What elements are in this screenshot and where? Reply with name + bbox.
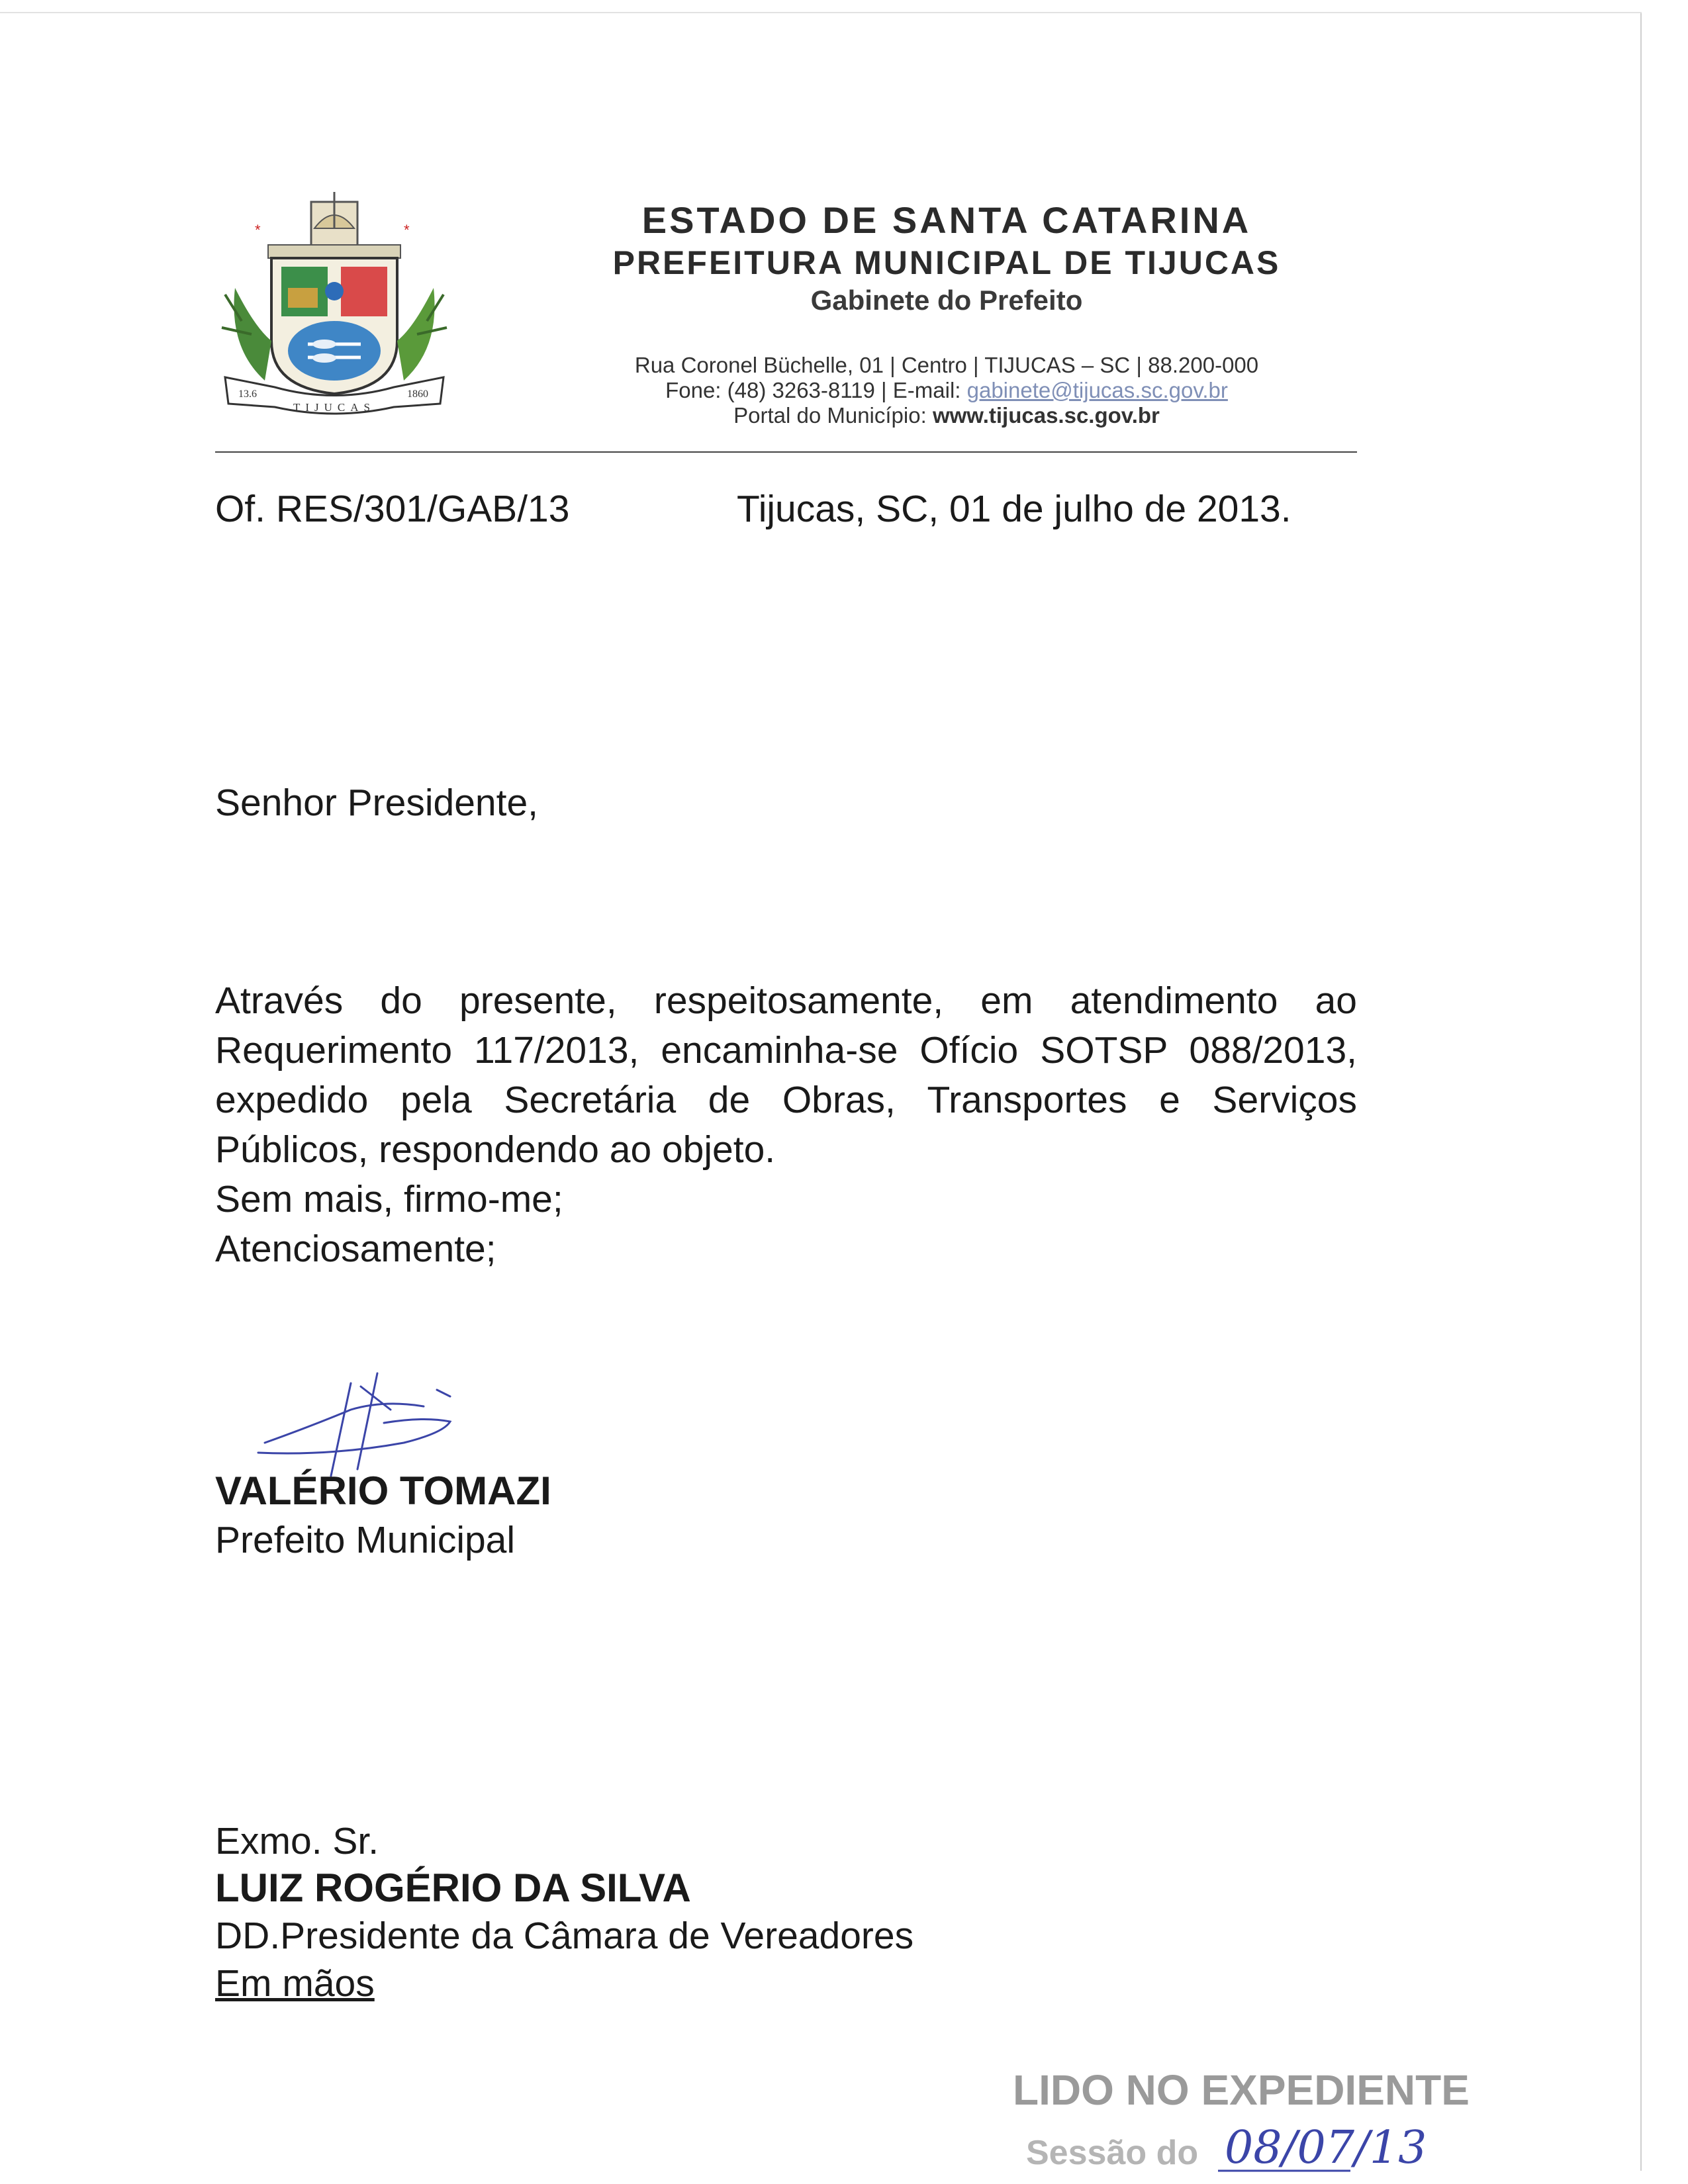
received-stamp [1006, 2065, 1483, 2184]
svg-text:TIJUCAS: TIJUCAS [293, 401, 376, 414]
letter-closing-2: Atenciosamente; [215, 1228, 496, 1270]
scan-border-right [1640, 13, 1642, 2171]
letter-date: Tijucas, SC, 01 de julho de 2013. [737, 488, 1291, 530]
header-office: Gabinete do Prefeito [810, 285, 1083, 316]
header-email-link[interactable]: gabinete@tijucas.sc.gov.br [966, 378, 1228, 402]
signatory-title: Prefeito Municipal [215, 1519, 516, 1561]
recipient-delivery: Em mãos [215, 1962, 375, 2005]
letter-salutation: Senhor Presidente, [215, 782, 538, 824]
header-phone: Fone: (48) 3263-8119 | E-mail: [665, 378, 967, 402]
header-portal-url[interactable]: www.tijucas.sc.gov.br [932, 403, 1160, 428]
recipient-role: DD.Presidente da Câmara de Vereadores [215, 1915, 914, 1957]
header-contact [457, 378, 1436, 403]
svg-text:08/07/13: 08/07/13 [1225, 2122, 1427, 2174]
recipient-name: LUIZ ROGÉRIO DA SILVA [215, 1866, 691, 1910]
header-state: ESTADO DE SANTA CATARINA [641, 199, 1252, 241]
letter-body: Através do presente, respeitosamente, em atendimento ao Requerimento 117/2013, encaminha-se Ofício SOTSP 088/2013, expedido pela Secretária de Obras, Transportes e Serviços Públicos, respondendo ao objeto. [215, 979, 1357, 1171]
recipient-honorific: Exmo. Sr. [215, 1820, 379, 1862]
municipal-crest-logo [215, 189, 453, 420]
letter-closing-1: Sem mais, firmo-me; [215, 1178, 563, 1220]
svg-text:13.6: 13.6 [238, 388, 257, 400]
svg-text:Sessão do: Sessão do [1026, 2134, 1199, 2172]
scan-border-top [0, 12, 1642, 13]
header-address: Rua Coronel Büchelle, 01 | Centro | TIJUCAS – SC | 88.200-000 [634, 353, 1259, 377]
header-portal-label: Portal do Município: [733, 403, 933, 428]
svg-text:LIDO NO EXPEDIENTE: LIDO NO EXPEDIENTE [1013, 2066, 1470, 2114]
svg-text:*: * [404, 222, 410, 238]
signatory-name: VALÉRIO TOMAZI [215, 1469, 551, 1513]
svg-text:1860: 1860 [407, 388, 428, 400]
svg-text:*: * [255, 222, 261, 238]
header-municipality: PREFEITURA MUNICIPAL DE TIJUCAS [612, 244, 1281, 281]
header-divider [215, 451, 1357, 453]
header-portal [457, 403, 1436, 428]
letter-reference: Of. RES/301/GAB/13 [215, 488, 570, 530]
